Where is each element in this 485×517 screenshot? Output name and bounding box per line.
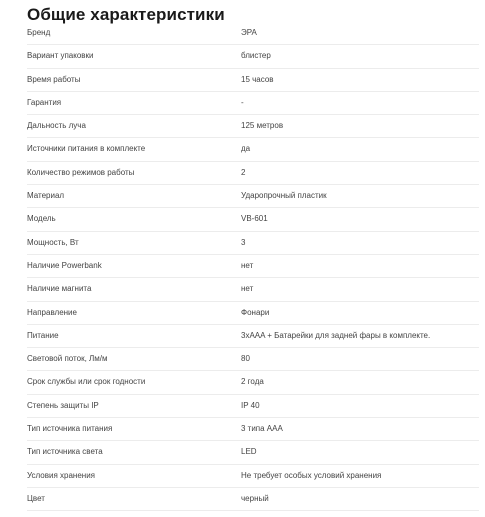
spec-row	[27, 371, 479, 394]
spec-label: Цвет	[27, 493, 45, 503]
spec-label: Питание	[27, 330, 59, 340]
spec-value: 80	[241, 354, 250, 364]
spec-row	[27, 441, 479, 464]
spec-row	[27, 232, 479, 255]
spec-value: 2	[241, 167, 246, 177]
spec-row	[27, 92, 479, 115]
spec-row	[27, 185, 479, 208]
spec-label: Гарантия	[27, 97, 62, 107]
spec-label: Степень защиты IP	[27, 400, 99, 410]
spec-row	[27, 465, 479, 488]
spec-value: ЭРА	[241, 28, 257, 37]
spec-value: 3	[241, 237, 246, 247]
spec-value: 3 типа AAA	[241, 424, 283, 434]
section-title: Общие характеристики	[27, 5, 225, 24]
spec-label: Условия хранения	[27, 470, 96, 480]
spec-row	[27, 162, 479, 185]
spec-label: Срок службы или срок годности	[27, 377, 146, 387]
spec-value: 15 часов	[241, 74, 274, 84]
spec-row	[27, 395, 479, 418]
specs-table	[27, 22, 479, 511]
spec-value: -	[241, 97, 244, 107]
spec-label: Источники питания в комплекте	[27, 144, 146, 154]
spec-row	[27, 138, 479, 161]
spec-value: черный	[241, 493, 269, 503]
spec-label: Направление	[27, 307, 77, 317]
spec-row	[27, 325, 479, 348]
spec-label: Наличие Powerbank	[27, 260, 102, 270]
spec-label: Тип источника света	[27, 447, 103, 457]
spec-label: Материал	[27, 191, 65, 201]
spec-label: Количество режимов работы	[27, 167, 135, 177]
spec-row	[27, 255, 479, 278]
spec-label: Дальность луча	[27, 121, 86, 131]
spec-row	[27, 278, 479, 301]
spec-value: 125 метров	[241, 121, 284, 131]
spec-row	[27, 488, 479, 511]
spec-row	[27, 69, 479, 92]
spec-value: VB-601	[241, 214, 268, 224]
specs-section	[27, 0, 479, 503]
spec-label: Световой поток, Лм/м	[27, 354, 108, 364]
spec-value: блистер	[241, 51, 271, 61]
spec-value: IP 40	[241, 400, 260, 410]
spec-label: Модель	[27, 214, 56, 224]
spec-row	[27, 115, 479, 138]
spec-value: нет	[241, 260, 254, 270]
spec-label: Бренд	[27, 28, 51, 37]
spec-label: Вариант упаковки	[27, 51, 94, 61]
spec-value: 3xAAA + Батарейки для задней фары в комплекте.	[241, 330, 431, 340]
spec-value: 2 года	[241, 377, 264, 387]
spec-value: Ударопрочный пластик	[241, 191, 327, 201]
spec-row	[27, 208, 479, 231]
spec-row	[27, 418, 479, 441]
spec-label: Тип источника питания	[27, 424, 113, 434]
spec-row	[27, 22, 479, 45]
spec-value: нет	[241, 284, 254, 294]
spec-value: Фонари	[241, 307, 270, 317]
spec-label: Время работы	[27, 74, 81, 84]
spec-row	[27, 45, 479, 68]
spec-value: да	[241, 144, 251, 154]
spec-label: Наличие магнита	[27, 284, 92, 294]
spec-label: Мощность, Вт	[27, 237, 79, 247]
spec-value: Не требует особых условий хранения	[241, 470, 382, 480]
spec-row	[27, 348, 479, 371]
spec-row	[27, 302, 479, 325]
spec-value: LED	[241, 447, 257, 457]
